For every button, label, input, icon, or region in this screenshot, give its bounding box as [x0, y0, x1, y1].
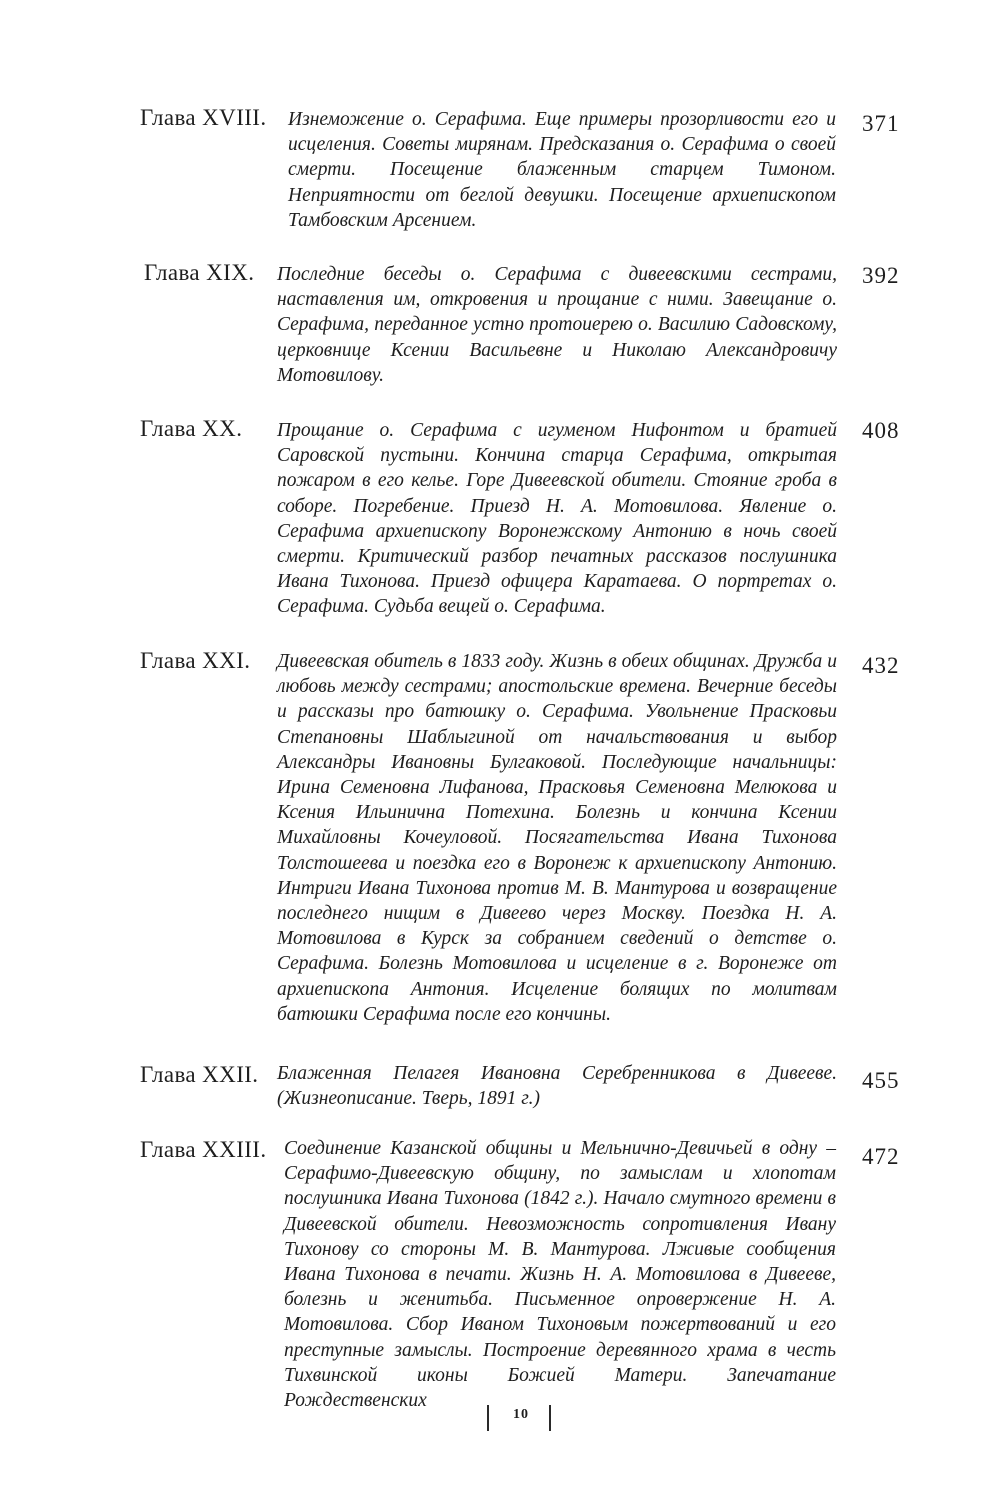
chapter-label: Глава XXII. — [140, 1062, 259, 1087]
chapter-description: Соединение Казанской общины и Мельнично-Девичьей в одну – Серафимо-Дивеевскую общину, по замыслам и хлопотам послушника Ивана Тихонова (1842 г.). Начало смутного времени в Дивеевской обители. Невозможность сопротивления Ивану Тихонову со стороны М. В. Мантурова. Лживые сообщения Ивана Тихонова в печати. Жизнь Н. А. Мотовилова в Дивееве, болезнь и женитьба. Письменное опровержение Н. А. Мотовилова. Сбор Иваном Тихоновым пожертвований и его преступные замыслы. Построение деревянного храма в честь Тихвинской иконы Божией Матери. Запечатание Рождественских — [284, 1138, 836, 1412]
page-number: 392 — [862, 263, 900, 288]
page-number: 371 — [862, 111, 900, 136]
chapter-description: Прощание о. Серафима с игуменом Нифонтом и братией Саровской пустыни. Кончина старца Серафима, открытая пожаром в его келье. Горе Дивеевской обители. Стояние гроба в соборе. Погребение. Приезд Н. А. Мотовилова. Явление о. Серафима архиепископу Воронежскому Антонию в ночь своей смерти. Критический разбор печатных рассказов послушника Ивана Тихонова. Приезд офицера Каратаева. О портретах о. Серафима. Судьба вещей о. Серафима. — [277, 420, 837, 618]
page-number: 472 — [862, 1144, 900, 1169]
page-number: 408 — [862, 418, 900, 443]
footer-page-number: 10 — [513, 1407, 529, 1422]
chapter-label: Глава XX. — [140, 416, 243, 441]
chapter-description: Блаженная Пелагея Ивановна Серебренникова в Дивееве. (Жизнеописание. Тверь, 1891 г.) — [277, 1063, 837, 1110]
chapter-label: Глава XXIII. — [140, 1137, 267, 1162]
chapter-label: Глава XIX. — [144, 260, 255, 285]
page-number: 455 — [862, 1068, 900, 1093]
footer-right-rule — [549, 1405, 551, 1431]
chapter-description: Последние беседы о. Серафима с дивеевскими сестрами, наставления им, откровения и прощание с ними. Завещание о. Серафима, переданное устно протоиерею о. Василию Садовскому, церковнице Ксении Васильевне и Николаю Александровичу Мотовилову. — [277, 264, 837, 386]
footer-left-rule — [487, 1405, 489, 1431]
chapter-label: Глава XVIII. — [140, 105, 267, 130]
chapter-description: Изнеможение о. Серафима. Еще примеры прозорливости его и исцеления. Советы мирянам. Предсказания о. Серафима о своей смерти. Посещение блаженным старцем Тимоном. Неприятности от беглой девушки. Посещение архиепископом Тамбовским Арсением. — [288, 109, 836, 231]
chapter-label: Глава XXI. — [140, 648, 251, 673]
page-number: 432 — [862, 653, 900, 678]
page-footer — [0, 1403, 1000, 1433]
chapter-description: Дивеевская обитель в 1833 году. Жизнь в обеих общинах. Дружба и любовь между сестрами; апостольские времена. Вечерние беседы и рассказы про батюшку о. Серафима. Увольнение Прасковьи Степановны Шаблыгиной от начальствования и выбор Александры Ивановны Булгаковой. Последующие начальницы: Ирина Семеновна Лифанова, Прасковья Семеновна Мелюкова и Ксения Ильинична Потехина. Болезнь и кончина Ксении Михайловны Кочеуловой. Посягательства Ивана Тихонова Толстошеева и поездка его в Воронеж к архиепископу Антонию. Интриги Ивана Тихонова против М. В. Мантурова и возвращение последнего нищим в Дивеево через Москву. Поездка Н. А. Мотовилова в Курск за собранием сведений о детстве о. Серафима. Болезнь Мотовилова и исцеление в г. Воронеже от архиепископа Антония. Исцеление болящих по молитвам батюшки Серафима после его кончины. — [277, 651, 837, 1025]
